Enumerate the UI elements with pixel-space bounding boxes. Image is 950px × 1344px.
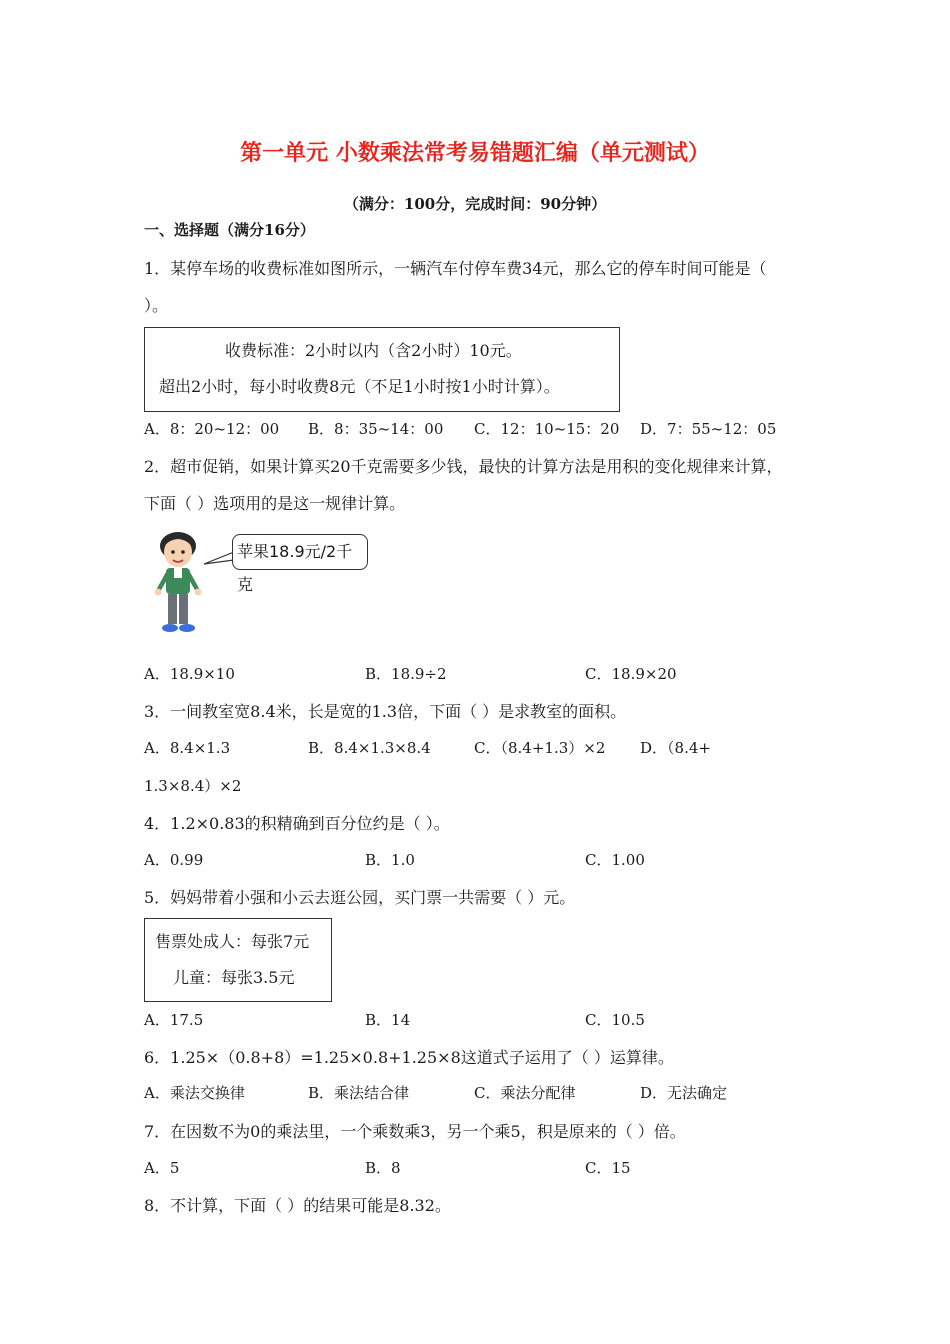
q1-option-c[interactable]: C．12：10~15：20 xyxy=(474,420,620,438)
q5-text: 5．妈妈带着小强和小云去逛公园，买门票一共需要（ ）元。 xyxy=(144,888,576,907)
q5-option-b[interactable]: B．14 xyxy=(365,1011,411,1029)
q4-option-a[interactable]: A．0.99 xyxy=(144,851,204,869)
q1-text: 1．某停车场的收费标准如图所示，一辆汽车付停车费34元，那么它的停车时间可能是（ xyxy=(144,259,767,278)
q7-option-c[interactable]: C．15 xyxy=(585,1159,631,1177)
q7-option-b[interactable]: B．8 xyxy=(365,1159,401,1177)
q1-text-cont: ）。 xyxy=(144,296,169,315)
q2-option-c[interactable]: C．18.9×20 xyxy=(585,665,677,683)
q3-text: 3．一间教室宽8.4米，长是宽的1.3倍，下面（ ）是求教室的面积。 xyxy=(144,702,627,721)
q5-option-c[interactable]: C．10.5 xyxy=(585,1011,645,1029)
q4-text: 4．1.2×0.83的积精确到百分位约是（ ）。 xyxy=(144,814,450,833)
q3-option-d-cont: 1.3×8.4）×2 xyxy=(144,777,242,795)
q2-text-cont: 下面（ ）选项用的是这一规律计算。 xyxy=(144,494,406,513)
q1-option-a[interactable]: A．8：20~12：00 xyxy=(144,420,280,438)
q2-option-a[interactable]: A．18.9×10 xyxy=(144,665,235,683)
q1-option-d[interactable]: D．7：55~12：05 xyxy=(640,420,777,438)
boy-illustration xyxy=(146,528,236,640)
q8-text: 8．不计算，下面（ ）的结果可能是8.32。 xyxy=(144,1196,451,1215)
q4-option-c[interactable]: C．1.00 xyxy=(585,851,645,869)
q6-text: 6．1.25×（0.8+8）=1.25×0.8+1.25×8这道式子运用了（ ）运算律。 xyxy=(144,1048,674,1067)
q7-text: 7．在因数不为0的乘法里，一个乘数乘3，另一个乘5，积是原来的（ ）倍。 xyxy=(144,1122,686,1141)
q6-option-c[interactable]: C．乘法分配律 xyxy=(474,1084,576,1102)
q6-option-b[interactable]: B．乘法结合律 xyxy=(308,1084,410,1102)
q5-box-line1: 售票处成人：每张7元 xyxy=(155,932,310,951)
q5-box-line2: 儿童：每张3.5元 xyxy=(173,968,295,987)
page-subtitle: （满分：100分，完成时间：90分钟） xyxy=(343,195,607,213)
q6-option-d[interactable]: D．无法确定 xyxy=(640,1084,728,1102)
q3-option-d[interactable]: D．（8.4+ xyxy=(640,739,711,757)
q1-fee-box xyxy=(144,327,620,412)
section-heading: 一、选择题（满分16分） xyxy=(144,221,315,239)
q1-option-b[interactable]: B．8：35~14：00 xyxy=(308,420,444,438)
q3-option-c[interactable]: C．（8.4+1.3）×2 xyxy=(474,739,606,757)
q1-box-line2: 超出2小时，每小时收费8元（不足1小时按1小时计算）。 xyxy=(159,377,560,396)
page-title: 第一单元 小数乘法常考易错题汇编（单元测试） xyxy=(240,141,710,166)
q5-option-a[interactable]: A．17.5 xyxy=(144,1011,204,1029)
price-speech-bubble: 苹果18.9元/2千克 xyxy=(232,534,368,570)
q5-ticket-box xyxy=(144,918,332,1002)
q1-box-line1: 收费标准：2小时以内（含2小时）10元。 xyxy=(225,341,522,360)
q4-option-b[interactable]: B．1.0 xyxy=(365,851,415,869)
q7-option-a[interactable]: A．5 xyxy=(144,1159,180,1177)
q2-option-b[interactable]: B．18.9÷2 xyxy=(365,665,447,683)
q3-option-b[interactable]: B．8.4×1.3×8.4 xyxy=(308,739,431,757)
q2-text: 2．超市促销，如果计算买20千克需要多少钱，最快的计算方法是用积的变化规律来计算， xyxy=(144,457,783,476)
q3-option-a[interactable]: A．8.4×1.3 xyxy=(144,739,231,757)
q6-option-a[interactable]: A．乘法交换律 xyxy=(144,1084,245,1102)
